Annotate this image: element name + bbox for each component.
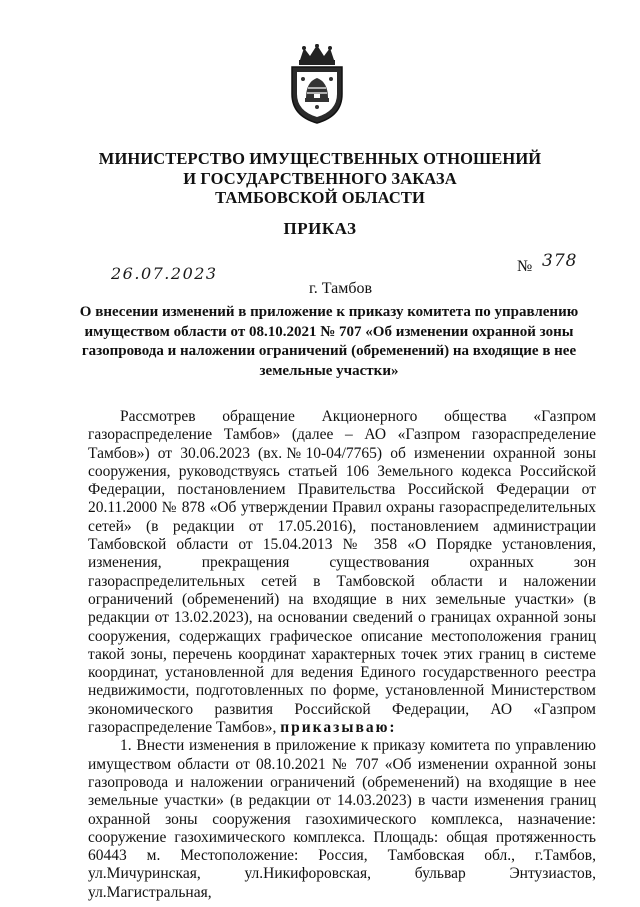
number-sign: № xyxy=(517,258,533,275)
body-paragraph-2: 1. Внести изменения в приложение к приказу комитета по управлению имуществом области от 08.10.2021 № 707 «Об изменении охранной зоны газопровода и наложении ограничений (обременений) на входящие в нее земельные участки» (в редакции от 14.03.2023) в части изменения границ охранной зоны сооружения газохимического комплекса, назначение: сооружение газохимического комплекса. Площадь: общая протяженность 60443 м. Местоположение: Россия, Тамбовская обл., г.Тамбов, ул.Мичуринская, ул.Никифоровская, бульвар Энтузиастов, ул.Магистральная, xyxy=(88,737,596,901)
coat-of-arms-icon xyxy=(288,44,346,124)
body-paragraph-1 xyxy=(88,408,596,737)
ministry-line-3: ТАМБОВСКОЙ ОБЛАСТИ xyxy=(215,188,425,207)
ministry-line-1: МИНИСТЕРСТВО ИМУЩЕСТВЕННЫХ ОТНОШЕНИЙ xyxy=(98,149,542,168)
city: г. Тамбов xyxy=(309,280,373,297)
order-body xyxy=(88,408,596,902)
ministry-header xyxy=(0,149,640,208)
order-subject: О внесении изменений в приложение к приказу комитета по управлению имуществом области от 08.10.2021 № 707 «Об изменении охранной зоны газопровода и наложении ограничений (обременений) на входящие в нее земельные участки» xyxy=(79,304,579,379)
paragraph-1-text: Рассмотрев обращение Акционерного общества «Газпром газораспределение Тамбов» (далее – АО «Газпром газораспределение Тамбов») от 30.06.2023 (вх.№10-04/7765) об изменении охранной зоны сооружения, руководствуясь статьей 106 Земельного кодекса Российской Федерации, постановлением Правительства Российской Федерации от 20.11.2000 № 878 «Об утверждении Правил охраны газораспределительных сетей» (в редакции от 17.05.2016), постановлением администрации Тамбовской области от 15.04.2013 № 358 «О Порядке установления, изменения, прекращения существования охранных зон газораспределительных сетей в Тамбовской области и наложении ограничений (обременений) на входящие в них земельные участки» (в редакции от 13.02.2023), на основании сведений о границах охранной зоны сооружения, содержащих графическое описание местоположения границ такой зоны, перечень координат характерных точек этих границ в системе координат, установленной для ведения Единого государственного реестра недвижимости, подготовленных по форме, установленной Министерством экономического развития Российской Федерации, АО «Газпром газораспределение Тамбов», xyxy=(88,408,596,737)
document-type: ПРИКАЗ xyxy=(283,219,357,238)
order-number: 378 xyxy=(542,251,578,271)
ministry-line-2: И ГОСУДАРСТВЕННОГО ЗАКАЗА xyxy=(183,168,457,188)
order-date: 26.07.2023 xyxy=(111,264,218,283)
order-word: приказываю: xyxy=(280,719,397,737)
